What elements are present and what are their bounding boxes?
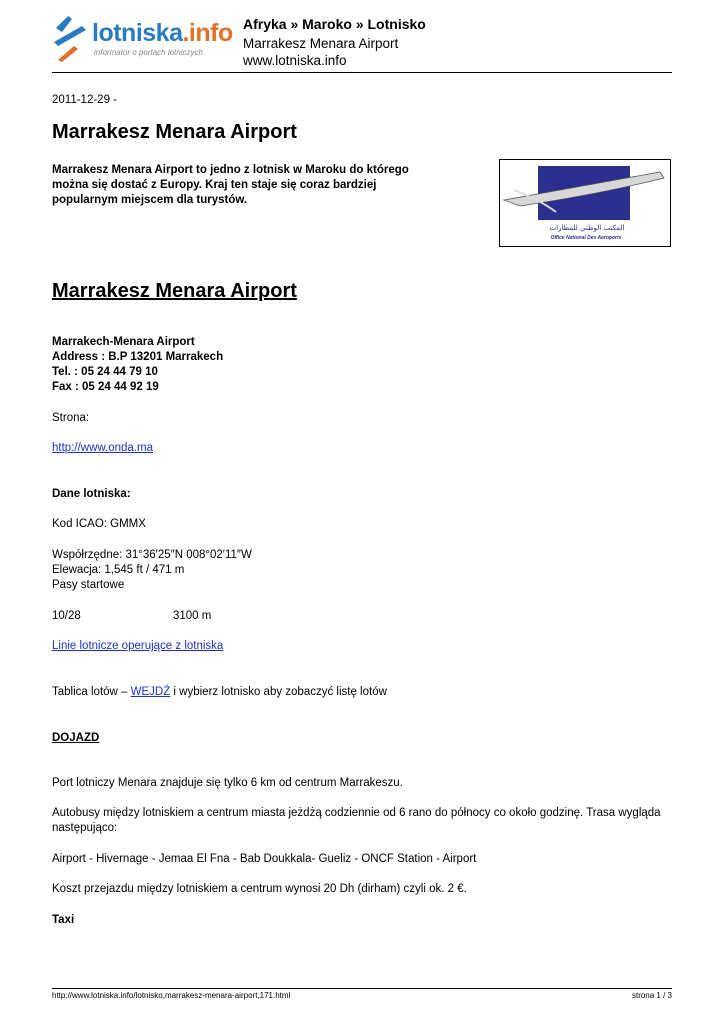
- airport-address: Address : B.P 13201 Marrakech: [52, 351, 224, 363]
- intro-text: Marrakesz Menara Airport to jedno z lotnisk w Maroku do którego można się dostać z Europy. Kraj ten staje się coraz bardziej popularnym miejscem dla turystów.: [52, 164, 409, 206]
- enter-link[interactable]: WEJDŹ: [130, 686, 171, 698]
- footer-divider: [52, 988, 672, 989]
- plane-logo-icon: [52, 14, 92, 64]
- airlines-link[interactable]: Linie lotnicze operujące z lotniska: [52, 640, 224, 652]
- breadcrumb: Afryka » Maroko » Lotnisko: [243, 16, 426, 32]
- runway-name: 10/28: [52, 610, 81, 622]
- airport-data-heading: Dane lotniska:: [52, 488, 131, 500]
- footer-page-number: strona 1 / 3: [631, 991, 672, 1000]
- flight-board-line: [52, 685, 387, 700]
- website-link[interactable]: http://www.onda.ma: [52, 442, 153, 454]
- coordinates: Współrzędne: 31°36′25″N 008°02′11″W: [52, 549, 252, 561]
- header-site: www.lotniska.info: [243, 53, 347, 68]
- page-title: Marrakesz Menara Airport: [52, 121, 297, 143]
- airport-tel: Tel. : 05 24 44 79 10: [52, 366, 158, 378]
- flight-board-text: Tablica lotów –: [52, 686, 131, 698]
- paragraph-route: Airport - Hivernage - Jemaa El Fna - Bab Doukkala- Gueliz - ONCF Station - Airport: [52, 853, 477, 865]
- getting-there-heading: DOJAZD: [52, 732, 100, 744]
- airport-authority-logo: [499, 159, 671, 247]
- paragraph-distance: Port lotniczy Menara znajduje się tylko 6 km od centrum Marrakeszu.: [52, 777, 403, 789]
- runways-label: Pasy startowe: [52, 579, 125, 591]
- footer-url: http://www.lotniska.info/lotnisko,marrakesz-menara-airport,171.html: [52, 991, 291, 1000]
- flight-board-text-after: i wybierz lotnisko aby zobaczyć listę lotów: [170, 686, 387, 698]
- header-divider: [52, 72, 672, 73]
- taxi-heading: Taxi: [52, 914, 75, 926]
- runway-length: 3100 m: [173, 610, 212, 622]
- address-block: [52, 335, 223, 395]
- airport-fax: Fax : 05 24 44 92 19: [52, 381, 159, 393]
- paragraph-buses: Autobusy między lotniskiem a centrum miasta jeżdżą codziennie od 6 rano do północy co około godzinę. Trasa wygląda następująco:: [52, 807, 661, 834]
- onda-logo-graphic: [500, 160, 670, 246]
- header-subtitle: Marrakesz Menara Airport: [243, 36, 399, 51]
- website-label: Strona:: [52, 412, 90, 424]
- onda-arabic: المكتب الوطني للمطارات: [549, 224, 625, 232]
- elevation: Elewacja: 1,545 ft / 471 m: [52, 564, 185, 576]
- icao-code: Kod ICAO: GMMX: [52, 518, 146, 530]
- paragraph-cost: Koszt przejazdu między lotniskiem a centrum wynosi 20 Dh (dirham) czyli ok. 2 €.: [52, 883, 467, 895]
- article-date: 2011-12-29 -: [52, 94, 117, 106]
- onda-caption: Office National Des Aeroports: [550, 235, 622, 241]
- section-title: Marrakesz Menara Airport: [52, 280, 297, 302]
- logo-tagline: informator o portach lotniczych: [94, 48, 203, 57]
- airport-name: Marrakech-Menara Airport: [52, 336, 195, 348]
- logo-text: lotniska.info: [92, 19, 233, 47]
